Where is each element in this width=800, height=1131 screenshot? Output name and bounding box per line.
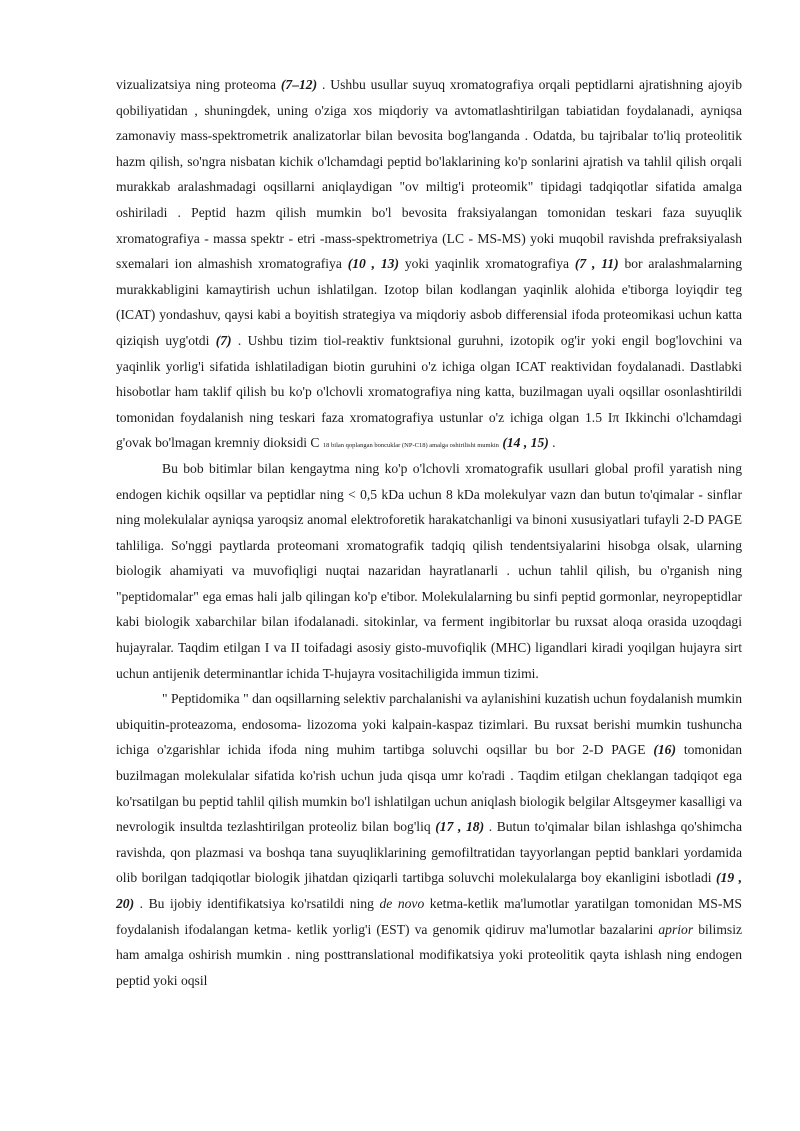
paragraph-3 [116,686,742,993]
subscript-note: 18 bilan qoplangan boncuklar (NP-C18) amalga oshirilishi mumkin [322,442,499,450]
citation-ref: (7) [215,332,232,348]
emphasis-text: de novo [379,896,425,911]
paragraph-2 [116,456,742,686]
citation-ref: (19 , 20) [116,870,743,911]
text-segment: . Ushbu tizim tiol-reaktiv funktsional guruhni, izotopik og'ir yoki engil bog'lovchini va yaqinlik yorlig'i sifatida ishlatiladigan biotin guruhini o'z ichiga olgan ICAT reaktividan foydalanadi. Dastlabki hisobotlar ham taklif qilish bu ko'p o'lchovli xromatografiya ning katta, buzilmagan uyali oqsillar osonlashtirildi tomonidan foydalanish ning teskari faza xromatografiya ustunlar o'z ichiga olgan 1.5 Ιπ Ikkinchi o'lchamdagi g'ovak bo'lmagan kremniy dioksidi C [116,332,742,451]
text-segment: . Ushbu usullar suyuq xromatografiya orqali peptidlarni ajratishning ajoyib qobiliyatidan , shuningdek, uning o'ziga xos miqdoriy va avtomatlashtirilgan tabiatidan foydalanadi, ayniqsa zamonaviy mass-spektrometrik analizatorlar bilan bevosita bog'langanda . Odatda, bu tajribalar to'liq proteolitik hazm qilish, so'ngra nisbatan kichik o'lchamdagi peptid bo'laklarining ko'p sonlarini ajratish va tahlil qilish orqali murakkab aralashmadagi oqsillarni aniqlaydigan "ov miltig'i proteomik" tipidagi tadqiqotlar sifatida amalga oshiriladi . Peptid hazm qilish mumkin bo'l bevosita fraksiyalangan tomonidan teskari faza suyuqlik xromatografiya - massa spektr - etri -mass-spektrometriya (LC - MS-MS) yoki muqobil ravishda prefraksiyalash sxemalari ion almashish xromatografiya [116,77,742,272]
text-segment: Bu bob bitimlar bilan kengaytma ning ko'p o'lchovli xromatografik usullari global profil yaratish ning endogen kichik oqsillar va peptidlar ning < 0,5 kDa uchun 8 kDa molekulyar vazn dan butun to'qimalar - sinflar ning molekulalar ayniqsa yaroqsiz anomal elektroforetik harakatchanligi va binoni xususiyatlari tufayli 2-D PAGE tahliliga. So'nggi paytlarda proteomani xromatografik tadqiq qilish tendentsiyalarini hisobga olsak, ularning biologik ahamiyati va muvofiqligi nuqtai nazaridan hayratlanarli . uchun tahlil qilish, bu o'rganish ning "peptidomalar" ega emas hali jalb qilingan ko'p e'tibor. Molekulalarning bu sinfi peptid gormonlar, neyropeptidlar kabi biologik xabarchilar bilan ifodalanadi. sitokinlar, va ferment ingibitorlar bu ruxsat aloqa orasida uzoqdagi hujayralar. Taqdim etilgan I va II toifadagi asosiy gisto-muvofiqlik (MHC) ligandlari kiradi yoqilgan hujayra sirt uchun antijenik determinantlar ichida T-hujayra vositachiligida immun tizimi. [116,460,742,681]
text-segment: . [548,435,556,451]
text-segment: " Peptidomika " dan oqsillarning selektiv parchalanishi va aylanishini kuzatish uchun foydalanish mumkin ubiquitin-proteazoma, endosoma- lizozoma yoki kalpain-kaspaz tizimlari. Bu ruxsat berishi mumkin tushuncha ichiga o'zgarishlar ichida ifoda ning muhim tartibga soluvchi oqsillar bu bor 2-D PAGE [116,691,742,758]
text-segment: bor aralashmalarning murakkabligini kamaytirish uchun ishlatilgan. Izotop bilan kodlangan yaqinlik alohida e'tiborga loyiqdir teg (ICAT) yondashuv, qaysi kabi a boyitish strategiya va miqdoriy asbob differensial ifoda proteomikasi uchun katta qiziqish uyg'otdi [116,256,743,348]
citation-ref: (17 , 18) [435,819,485,835]
text-segment: vizualizatsiya ning proteoma [116,77,281,92]
citation-ref: (14 , 15) [502,435,549,451]
paragraph-1 [116,72,742,456]
text-segment: ketma-ketlik ma'lumotlar yaratilgan tomonidan MS-MS foydalanish ifodalangan ketma- ketlik yorlig'i (EST) va genomik qidiruv ma'lumotlar bazalarini [116,896,742,937]
text-segment: . Bu ijobiy identifikatsiya ko'rsatildi ning [134,896,380,911]
citation-ref: (7–12) [280,77,318,92]
text-segment: yoki yaqinlik xromatografiya [399,256,575,272]
document-page [116,72,742,993]
citation-ref: (16) [653,742,676,758]
text-segment: tomonidan buzilmagan molekulalar sifatida ko'rish uchun juda qisqa umr ko'radi . Taqdim etilgan cheklangan tadqiqot ega ko'rsatilgan bu peptid tahlil qilish mumkin bo'l ishlatilgan uchun aniqlash biologik belgilar Altsgeymer kasalligi va nevrologik insultda tezlashtirilgan proteoliz bilan bog'liq [116,742,742,835]
text-segment: bilimsiz ham amalga oshirish mumkin . ning posttranslational modifikatsiya yoki proteolitik qayta ishlash ning endogen peptid yoki oqsil [116,921,742,988]
citation-ref: (10 , 13) [347,256,400,272]
citation-ref: (7 , 11) [574,256,619,272]
text-segment: . Butun to'qimalar bilan ishlashga qo'shimcha ravishda, qon plazmasi va boshqa tana suyuqliklarining gemofiltratidan tayyorlangan peptid banklari yordamida olib borilgan tadqiqotlar biologik jihatdan qiziqarli tartibga soluvchi molekulalarga boy ekanligini isbotladi [116,819,742,886]
emphasis-text: aprior [658,921,694,937]
